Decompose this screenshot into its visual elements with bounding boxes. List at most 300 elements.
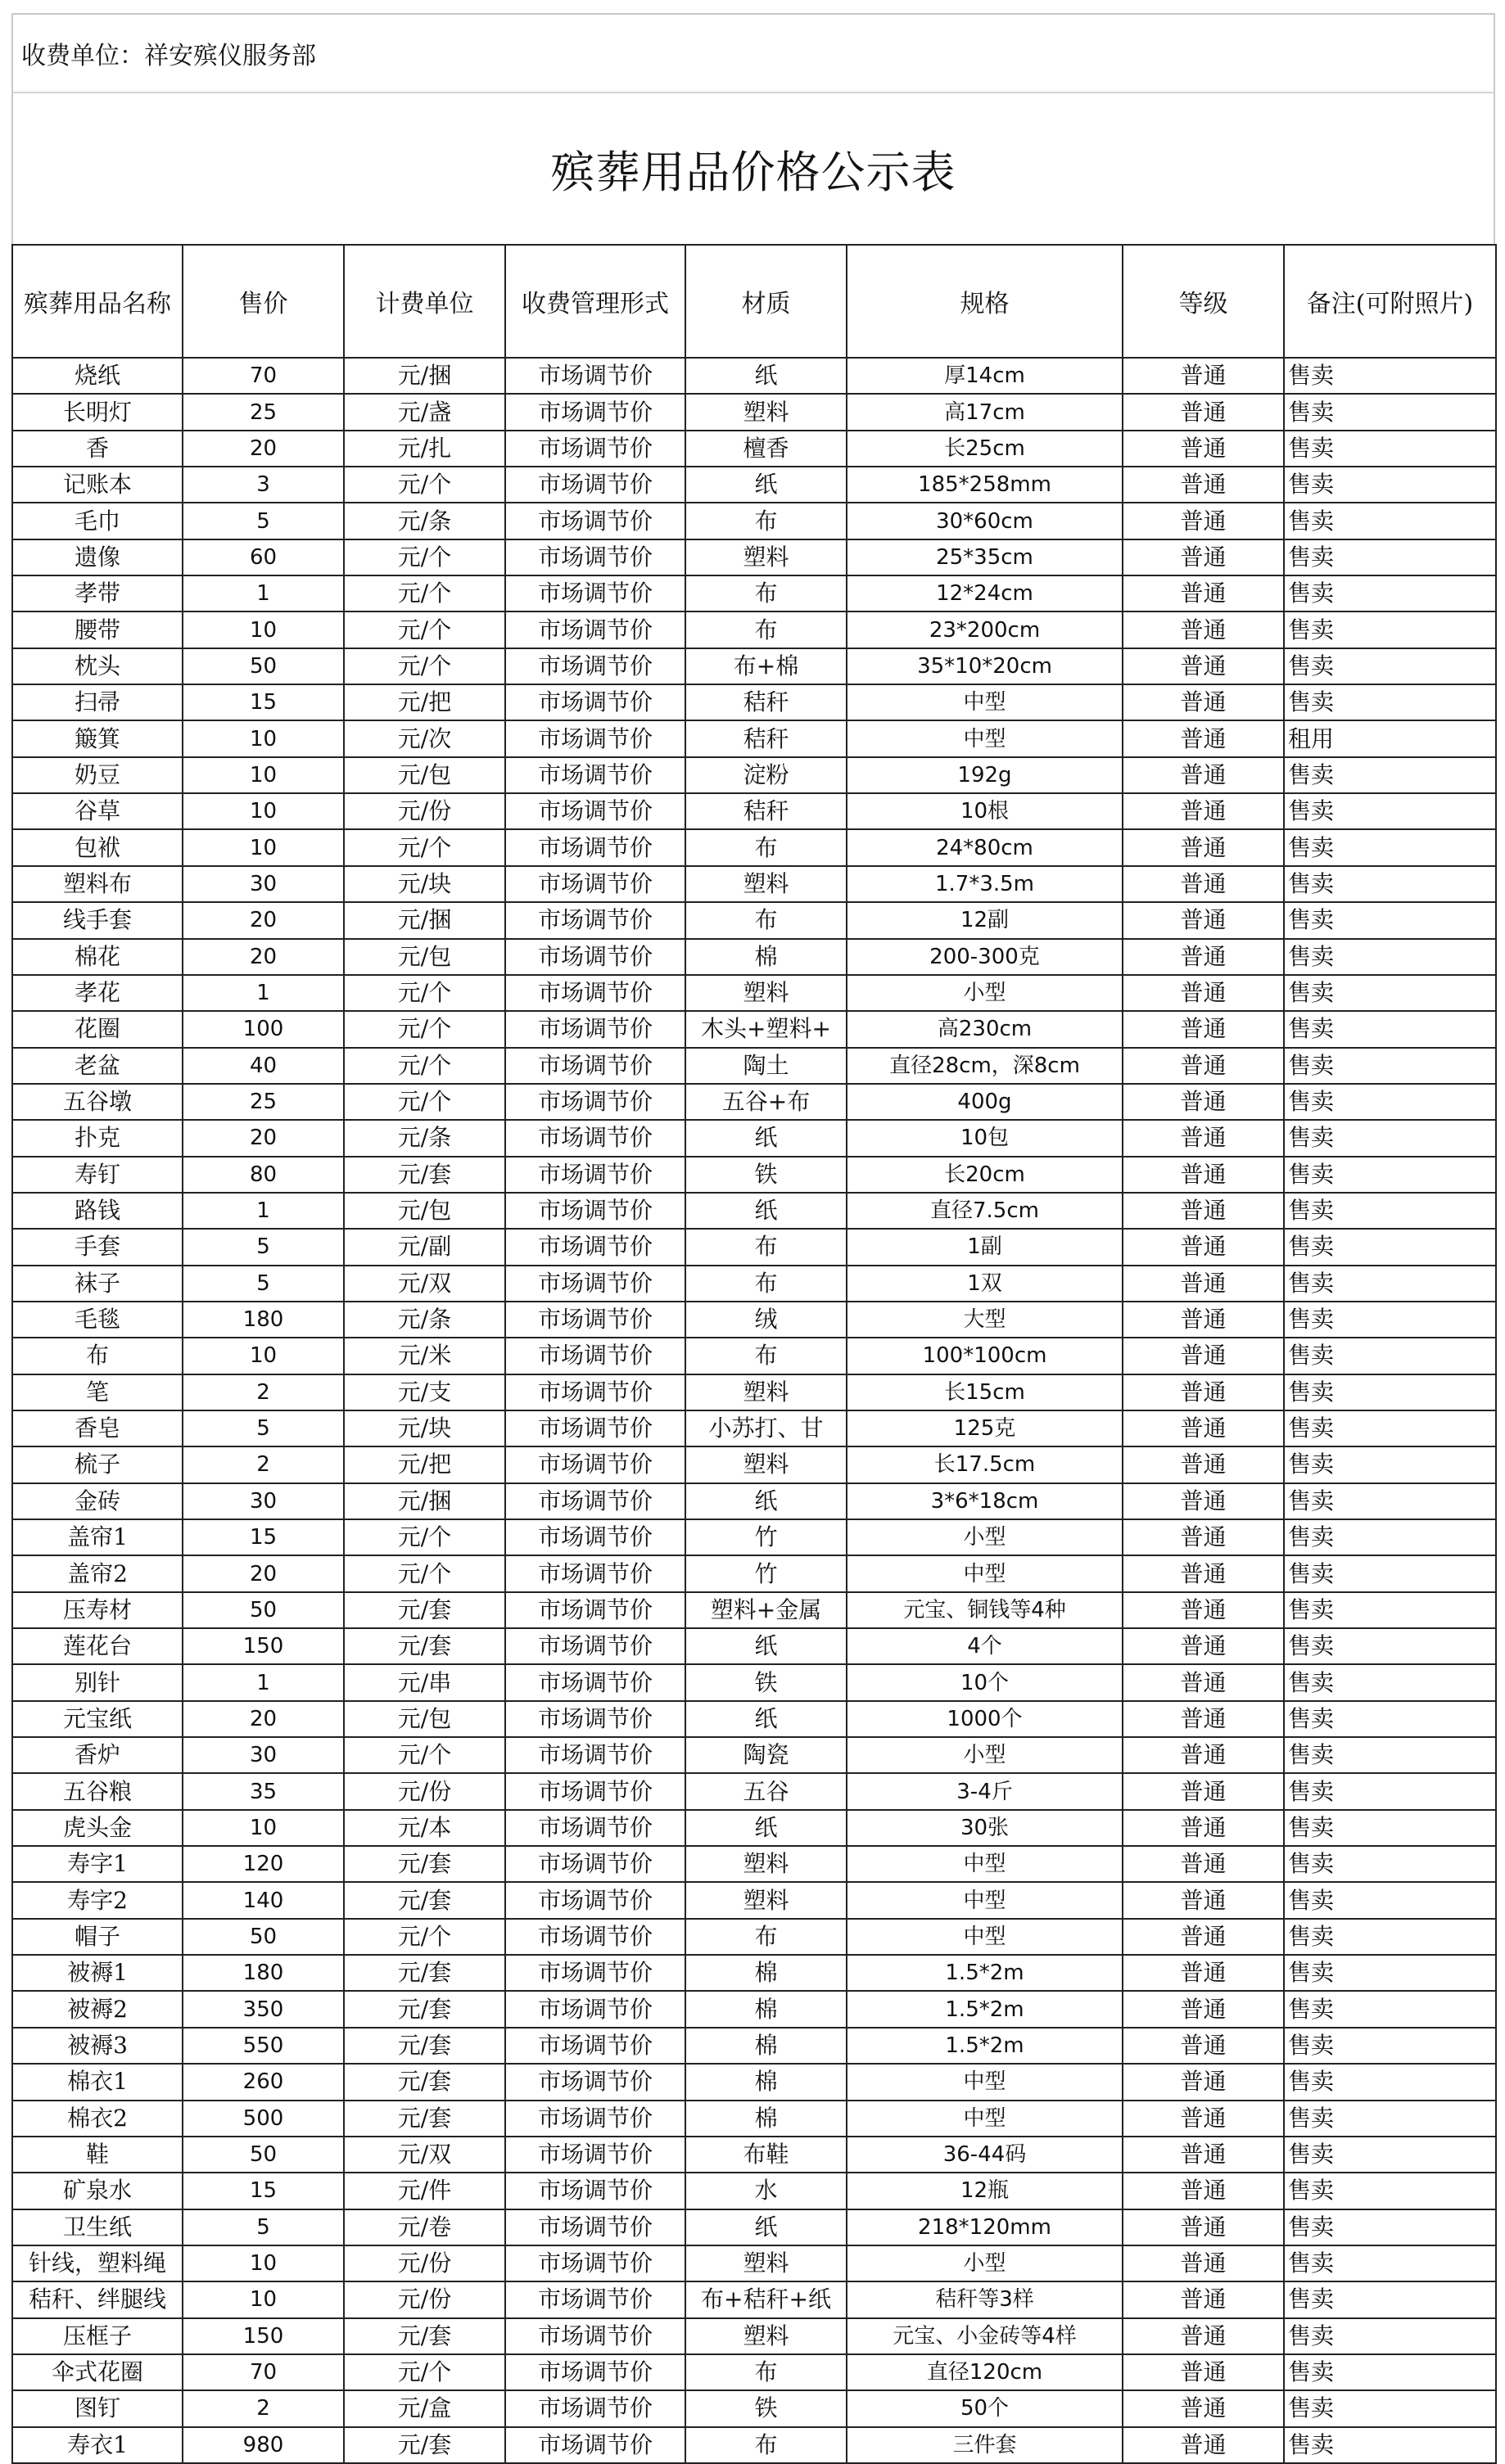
cell-name: 老盆 xyxy=(12,1048,183,1084)
cell-billing-unit: 元/份 xyxy=(344,2281,505,2317)
cell-material: 纸 xyxy=(685,2209,847,2245)
cell-grade: 普通 xyxy=(1123,2209,1284,2245)
table-row xyxy=(12,1483,1496,1519)
cell-material: 塑料 xyxy=(685,394,847,430)
cell-billing-unit: 元/双 xyxy=(344,2137,505,2173)
cell-grade: 普通 xyxy=(1123,1919,1284,1955)
table-row xyxy=(12,648,1496,684)
cell-remark: 售卖 xyxy=(1284,1955,1496,1991)
cell-grade: 普通 xyxy=(1123,2064,1284,2100)
cell-billing-unit: 元/包 xyxy=(344,939,505,975)
cell-material: 棉 xyxy=(685,2028,847,2064)
cell-fee-form: 市场调节价 xyxy=(505,1084,685,1120)
cell-remark: 售卖 xyxy=(1284,829,1496,865)
table-row xyxy=(12,611,1496,648)
cell-name: 棉衣1 xyxy=(12,2064,183,2100)
cell-spec: 35*10*20cm xyxy=(847,648,1123,684)
cell-remark: 售卖 xyxy=(1284,1810,1496,1846)
cell-name: 被褥2 xyxy=(12,1991,183,2027)
cell-material: 塑料 xyxy=(685,975,847,1011)
cell-billing-unit: 元/套 xyxy=(344,1157,505,1193)
cell-price: 10 xyxy=(183,793,344,829)
cell-grade: 普通 xyxy=(1123,648,1284,684)
cell-grade: 普通 xyxy=(1123,2245,1284,2281)
cell-name: 毛毯 xyxy=(12,1302,183,1338)
cell-remark: 售卖 xyxy=(1284,503,1496,539)
cell-grade: 普通 xyxy=(1123,1157,1284,1193)
cell-grade: 普通 xyxy=(1123,1229,1284,1265)
cell-fee-form: 市场调节价 xyxy=(505,2281,685,2317)
cell-remark: 售卖 xyxy=(1284,648,1496,684)
cell-material: 棉 xyxy=(685,1955,847,1991)
cell-fee-form: 市场调节价 xyxy=(505,1773,685,1809)
cell-material: 木头+塑料+ xyxy=(685,1011,847,1047)
cell-material: 布+秸秆+纸 xyxy=(685,2281,847,2317)
cell-remark: 售卖 xyxy=(1284,866,1496,902)
cell-spec: 厚14cm xyxy=(847,358,1123,394)
table-row xyxy=(12,1846,1496,1882)
table-row xyxy=(12,2028,1496,2064)
cell-material: 纸 xyxy=(685,1701,847,1737)
cell-remark: 售卖 xyxy=(1284,2318,1496,2354)
cell-name: 手套 xyxy=(12,1229,183,1265)
cell-billing-unit: 元/套 xyxy=(344,2318,505,2354)
cell-fee-form: 市场调节价 xyxy=(505,611,685,648)
cell-grade: 普通 xyxy=(1123,1410,1284,1446)
cell-name: 图钉 xyxy=(12,2390,183,2426)
table-row xyxy=(12,1519,1496,1555)
cell-price: 1 xyxy=(183,1193,344,1229)
cell-remark: 售卖 xyxy=(1284,431,1496,467)
cell-spec: 小型 xyxy=(847,2245,1123,2281)
cell-fee-form: 市场调节价 xyxy=(505,431,685,467)
cell-billing-unit: 元/个 xyxy=(344,467,505,503)
cell-spec: 小型 xyxy=(847,1737,1123,1773)
cell-spec: 1.5*2m xyxy=(847,1955,1123,1991)
cell-remark: 售卖 xyxy=(1284,1991,1496,2027)
cell-billing-unit: 元/个 xyxy=(344,648,505,684)
cell-material: 布+棉 xyxy=(685,648,847,684)
cell-material: 陶土 xyxy=(685,1048,847,1084)
cell-material: 布 xyxy=(685,1266,847,1302)
cell-fee-form: 市场调节价 xyxy=(505,1810,685,1846)
cell-spec: 1.5*2m xyxy=(847,2028,1123,2064)
cell-fee-form: 市场调节价 xyxy=(505,394,685,430)
cell-remark: 售卖 xyxy=(1284,939,1496,975)
cell-name: 压寿材 xyxy=(12,1592,183,1628)
cell-billing-unit: 元/盒 xyxy=(344,2390,505,2426)
cell-remark: 售卖 xyxy=(1284,1229,1496,1265)
cell-grade: 普通 xyxy=(1123,2427,1284,2463)
column-header-fee-form: 收费管理形式 xyxy=(505,245,685,358)
cell-material: 秸秆 xyxy=(685,793,847,829)
cell-grade: 普通 xyxy=(1123,539,1284,575)
cell-name: 孝带 xyxy=(12,575,183,611)
cell-material: 塑料 xyxy=(685,1882,847,1918)
cell-remark: 售卖 xyxy=(1284,2281,1496,2317)
cell-grade: 普通 xyxy=(1123,1338,1284,1374)
cell-billing-unit: 元/条 xyxy=(344,503,505,539)
cell-name: 腰带 xyxy=(12,611,183,648)
cell-name: 遗像 xyxy=(12,539,183,575)
cell-spec: 125克 xyxy=(847,1410,1123,1446)
cell-billing-unit: 元/件 xyxy=(344,2173,505,2209)
cell-material: 秸秆 xyxy=(685,720,847,756)
table-row xyxy=(12,2209,1496,2245)
cell-material: 塑料 xyxy=(685,866,847,902)
cell-spec: 1000个 xyxy=(847,1701,1123,1737)
cell-spec: 长17.5cm xyxy=(847,1446,1123,1482)
cell-name: 寿字1 xyxy=(12,1846,183,1882)
cell-fee-form: 市场调节价 xyxy=(505,1628,685,1664)
cell-billing-unit: 元/个 xyxy=(344,1737,505,1773)
table-row xyxy=(12,939,1496,975)
cell-fee-form: 市场调节价 xyxy=(505,503,685,539)
cell-grade: 普通 xyxy=(1123,1555,1284,1591)
cell-name: 寿衣1 xyxy=(12,2427,183,2463)
cell-billing-unit: 元/扎 xyxy=(344,431,505,467)
cell-grade: 普通 xyxy=(1123,1048,1284,1084)
cell-price: 50 xyxy=(183,1592,344,1628)
table-row xyxy=(12,2318,1496,2354)
cell-remark: 售卖 xyxy=(1284,575,1496,611)
cell-billing-unit: 元/个 xyxy=(344,1011,505,1047)
cell-grade: 普通 xyxy=(1123,2281,1284,2317)
column-header-price: 售价 xyxy=(183,245,344,358)
table-body xyxy=(12,358,1496,2463)
cell-billing-unit: 元/套 xyxy=(344,1955,505,1991)
table-row xyxy=(12,1810,1496,1846)
cell-material: 布 xyxy=(685,1919,847,1955)
cell-fee-form: 市场调节价 xyxy=(505,829,685,865)
cell-grade: 普通 xyxy=(1123,394,1284,430)
cell-material: 纸 xyxy=(685,1483,847,1519)
cell-material: 棉 xyxy=(685,1991,847,2027)
cell-fee-form: 市场调节价 xyxy=(505,575,685,611)
cell-price: 60 xyxy=(183,539,344,575)
cell-remark: 售卖 xyxy=(1284,1483,1496,1519)
cell-price: 980 xyxy=(183,2427,344,2463)
cell-price: 10 xyxy=(183,757,344,793)
cell-price: 2 xyxy=(183,1374,344,1410)
cell-price: 20 xyxy=(183,939,344,975)
cell-billing-unit: 元/条 xyxy=(344,1120,505,1156)
cell-spec: 大型 xyxy=(847,1302,1123,1338)
cell-billing-unit: 元/份 xyxy=(344,793,505,829)
cell-material: 塑料 xyxy=(685,1374,847,1410)
cell-fee-form: 市场调节价 xyxy=(505,1374,685,1410)
table-row xyxy=(12,1737,1496,1773)
cell-name: 香 xyxy=(12,431,183,467)
cell-billing-unit: 元/套 xyxy=(344,1592,505,1628)
table-row xyxy=(12,2427,1496,2463)
cell-name: 笔 xyxy=(12,1374,183,1410)
cell-fee-form: 市场调节价 xyxy=(505,1882,685,1918)
cell-material: 塑料+金属 xyxy=(685,1592,847,1628)
cell-name: 棉花 xyxy=(12,939,183,975)
table-row xyxy=(12,2245,1496,2281)
cell-grade: 普通 xyxy=(1123,467,1284,503)
cell-name: 路钱 xyxy=(12,1193,183,1229)
cell-fee-form: 市场调节价 xyxy=(505,1338,685,1374)
cell-remark: 租用 xyxy=(1284,720,1496,756)
cell-fee-form: 市场调节价 xyxy=(505,1737,685,1773)
cell-grade: 普通 xyxy=(1123,1664,1284,1700)
cell-price: 5 xyxy=(183,2209,344,2245)
cell-price: 35 xyxy=(183,1773,344,1809)
cell-spec: 3-4斤 xyxy=(847,1773,1123,1809)
cell-price: 30 xyxy=(183,1483,344,1519)
cell-spec: 中型 xyxy=(847,1846,1123,1882)
cell-name: 谷草 xyxy=(12,793,183,829)
cell-remark: 售卖 xyxy=(1284,611,1496,648)
cell-spec: 3*6*18cm xyxy=(847,1483,1123,1519)
table-row xyxy=(12,358,1496,394)
charging-unit: 收费单位：祥安殡仪服务部 xyxy=(11,13,1495,92)
cell-spec: 1.5*2m xyxy=(847,1991,1123,2027)
cell-grade: 普通 xyxy=(1123,1519,1284,1555)
cell-name: 被褥3 xyxy=(12,2028,183,2064)
cell-fee-form: 市场调节价 xyxy=(505,1302,685,1338)
cell-fee-form: 市场调节价 xyxy=(505,1120,685,1156)
cell-billing-unit: 元/捆 xyxy=(344,1483,505,1519)
cell-grade: 普通 xyxy=(1123,2318,1284,2354)
column-header-grade: 等级 xyxy=(1123,245,1284,358)
cell-price: 50 xyxy=(183,2137,344,2173)
cell-fee-form: 市场调节价 xyxy=(505,358,685,394)
cell-price: 3 xyxy=(183,467,344,503)
cell-spec: 高230cm xyxy=(847,1011,1123,1047)
cell-spec: 长25cm xyxy=(847,431,1123,467)
cell-billing-unit: 元/套 xyxy=(344,2028,505,2064)
cell-spec: 元宝、铜钱等4种 xyxy=(847,1592,1123,1628)
cell-name: 布 xyxy=(12,1338,183,1374)
cell-spec: 1.7*3.5m xyxy=(847,866,1123,902)
cell-remark: 售卖 xyxy=(1284,2245,1496,2281)
cell-price: 500 xyxy=(183,2101,344,2137)
cell-billing-unit: 元/套 xyxy=(344,1882,505,1918)
cell-grade: 普通 xyxy=(1123,1011,1284,1047)
cell-fee-form: 市场调节价 xyxy=(505,939,685,975)
cell-remark: 售卖 xyxy=(1284,2064,1496,2100)
cell-material: 檀香 xyxy=(685,431,847,467)
cell-name: 针线，塑料绳 xyxy=(12,2245,183,2281)
cell-spec: 25*35cm xyxy=(847,539,1123,575)
table-header-row xyxy=(12,245,1496,358)
cell-billing-unit: 元/把 xyxy=(344,1446,505,1482)
cell-price: 10 xyxy=(183,1810,344,1846)
cell-grade: 普通 xyxy=(1123,2101,1284,2137)
cell-spec: 中型 xyxy=(847,720,1123,756)
cell-billing-unit: 元/本 xyxy=(344,1810,505,1846)
cell-billing-unit: 元/个 xyxy=(344,575,505,611)
cell-remark: 售卖 xyxy=(1284,2137,1496,2173)
cell-remark: 售卖 xyxy=(1284,2209,1496,2245)
cell-fee-form: 市场调节价 xyxy=(505,2064,685,2100)
cell-spec: 24*80cm xyxy=(847,829,1123,865)
cell-grade: 普通 xyxy=(1123,1628,1284,1664)
cell-material: 塑料 xyxy=(685,539,847,575)
column-header-remark: 备注(可附照片) xyxy=(1284,245,1496,358)
table-row xyxy=(12,1374,1496,1410)
cell-price: 70 xyxy=(183,2354,344,2390)
cell-fee-form: 市场调节价 xyxy=(505,1846,685,1882)
cell-remark: 售卖 xyxy=(1284,793,1496,829)
cell-remark: 售卖 xyxy=(1284,975,1496,1011)
table-row xyxy=(12,1773,1496,1809)
cell-fee-form: 市场调节价 xyxy=(505,866,685,902)
cell-grade: 普通 xyxy=(1123,1446,1284,1482)
cell-material: 五谷+布 xyxy=(685,1084,847,1120)
cell-name: 袜子 xyxy=(12,1266,183,1302)
cell-price: 2 xyxy=(183,1446,344,1482)
cell-fee-form: 市场调节价 xyxy=(505,2318,685,2354)
cell-name: 盖帘2 xyxy=(12,1555,183,1591)
cell-grade: 普通 xyxy=(1123,503,1284,539)
cell-name: 香皂 xyxy=(12,1410,183,1446)
cell-fee-form: 市场调节价 xyxy=(505,1483,685,1519)
table-row xyxy=(12,2064,1496,2100)
table-row xyxy=(12,1084,1496,1120)
cell-material: 竹 xyxy=(685,1555,847,1591)
cell-remark: 售卖 xyxy=(1284,1157,1496,1193)
cell-remark: 售卖 xyxy=(1284,467,1496,503)
cell-name: 元宝纸 xyxy=(12,1701,183,1737)
cell-remark: 售卖 xyxy=(1284,1846,1496,1882)
cell-billing-unit: 元/套 xyxy=(344,2064,505,2100)
cell-name: 记账本 xyxy=(12,467,183,503)
cell-fee-form: 市场调节价 xyxy=(505,1048,685,1084)
table-row xyxy=(12,1955,1496,1991)
cell-price: 5 xyxy=(183,503,344,539)
table-row xyxy=(12,902,1496,938)
cell-material: 五谷 xyxy=(685,1773,847,1809)
cell-grade: 普通 xyxy=(1123,575,1284,611)
cell-fee-form: 市场调节价 xyxy=(505,1193,685,1229)
cell-grade: 普通 xyxy=(1123,902,1284,938)
cell-spec: 中型 xyxy=(847,684,1123,720)
price-table xyxy=(11,244,1497,2464)
cell-name: 花圈 xyxy=(12,1011,183,1047)
cell-price: 1 xyxy=(183,575,344,611)
cell-remark: 售卖 xyxy=(1284,1773,1496,1809)
cell-name: 卫生纸 xyxy=(12,2209,183,2245)
cell-billing-unit: 元/份 xyxy=(344,1773,505,1809)
cell-price: 10 xyxy=(183,2245,344,2281)
cell-fee-form: 市场调节价 xyxy=(505,2354,685,2390)
cell-remark: 售卖 xyxy=(1284,1048,1496,1084)
cell-billing-unit: 元/盏 xyxy=(344,394,505,430)
cell-billing-unit: 元/个 xyxy=(344,1519,505,1555)
cell-spec: 1双 xyxy=(847,1266,1123,1302)
cell-material: 小苏打、甘 xyxy=(685,1410,847,1446)
cell-material: 棉 xyxy=(685,2064,847,2100)
table-row xyxy=(12,829,1496,865)
cell-remark: 售卖 xyxy=(1284,1193,1496,1229)
cell-grade: 普通 xyxy=(1123,1737,1284,1773)
table-row xyxy=(12,1664,1496,1700)
cell-billing-unit: 元/支 xyxy=(344,1374,505,1410)
table-row xyxy=(12,2101,1496,2137)
cell-fee-form: 市场调节价 xyxy=(505,720,685,756)
cell-grade: 普通 xyxy=(1123,2028,1284,2064)
cell-spec: 185*258mm xyxy=(847,467,1123,503)
cell-name: 帽子 xyxy=(12,1919,183,1955)
cell-grade: 普通 xyxy=(1123,1955,1284,1991)
table-row xyxy=(12,1120,1496,1156)
cell-price: 5 xyxy=(183,1266,344,1302)
cell-spec: 12副 xyxy=(847,902,1123,938)
cell-material: 塑料 xyxy=(685,2245,847,2281)
cell-name: 线手套 xyxy=(12,902,183,938)
cell-grade: 普通 xyxy=(1123,1193,1284,1229)
table-row xyxy=(12,1193,1496,1229)
cell-billing-unit: 元/包 xyxy=(344,1701,505,1737)
cell-material: 纸 xyxy=(685,1120,847,1156)
cell-fee-form: 市场调节价 xyxy=(505,2427,685,2463)
cell-price: 180 xyxy=(183,1302,344,1338)
table-row xyxy=(12,1302,1496,1338)
cell-spec: 30*60cm xyxy=(847,503,1123,539)
cell-fee-form: 市场调节价 xyxy=(505,757,685,793)
cell-remark: 售卖 xyxy=(1284,2173,1496,2209)
cell-price: 80 xyxy=(183,1157,344,1193)
cell-price: 10 xyxy=(183,1338,344,1374)
price-sheet xyxy=(11,13,1495,2464)
cell-remark: 售卖 xyxy=(1284,1519,1496,1555)
table-row xyxy=(12,757,1496,793)
cell-remark: 售卖 xyxy=(1284,2028,1496,2064)
cell-fee-form: 市场调节价 xyxy=(505,1919,685,1955)
cell-fee-form: 市场调节价 xyxy=(505,1519,685,1555)
cell-material: 铁 xyxy=(685,1157,847,1193)
cell-price: 150 xyxy=(183,2318,344,2354)
cell-price: 20 xyxy=(183,1701,344,1737)
table-row xyxy=(12,975,1496,1011)
cell-remark: 售卖 xyxy=(1284,1120,1496,1156)
cell-material: 铁 xyxy=(685,1664,847,1700)
cell-material: 纸 xyxy=(685,1810,847,1846)
cell-grade: 普通 xyxy=(1123,793,1284,829)
cell-name: 鞋 xyxy=(12,2137,183,2173)
cell-remark: 售卖 xyxy=(1284,1919,1496,1955)
cell-fee-form: 市场调节价 xyxy=(505,2173,685,2209)
cell-name: 五谷墩 xyxy=(12,1084,183,1120)
cell-billing-unit: 元/包 xyxy=(344,757,505,793)
table-row xyxy=(12,1446,1496,1482)
cell-fee-form: 市场调节价 xyxy=(505,2137,685,2173)
cell-name: 扑克 xyxy=(12,1120,183,1156)
table-row xyxy=(12,2137,1496,2173)
cell-grade: 普通 xyxy=(1123,684,1284,720)
cell-grade: 普通 xyxy=(1123,611,1284,648)
cell-fee-form: 市场调节价 xyxy=(505,1157,685,1193)
table-row xyxy=(12,684,1496,720)
cell-price: 30 xyxy=(183,866,344,902)
cell-price: 10 xyxy=(183,2281,344,2317)
cell-billing-unit: 元/块 xyxy=(344,866,505,902)
cell-price: 20 xyxy=(183,1120,344,1156)
table-row xyxy=(12,2390,1496,2426)
cell-billing-unit: 元/套 xyxy=(344,1991,505,2027)
cell-grade: 普通 xyxy=(1123,1302,1284,1338)
column-header-spec: 规格 xyxy=(847,245,1123,358)
cell-spec: 三件套 xyxy=(847,2427,1123,2463)
cell-remark: 售卖 xyxy=(1284,1628,1496,1664)
cell-fee-form: 市场调节价 xyxy=(505,1446,685,1482)
cell-fee-form: 市场调节价 xyxy=(505,1555,685,1591)
cell-spec: 元宝、小金砖等4样 xyxy=(847,2318,1123,2354)
